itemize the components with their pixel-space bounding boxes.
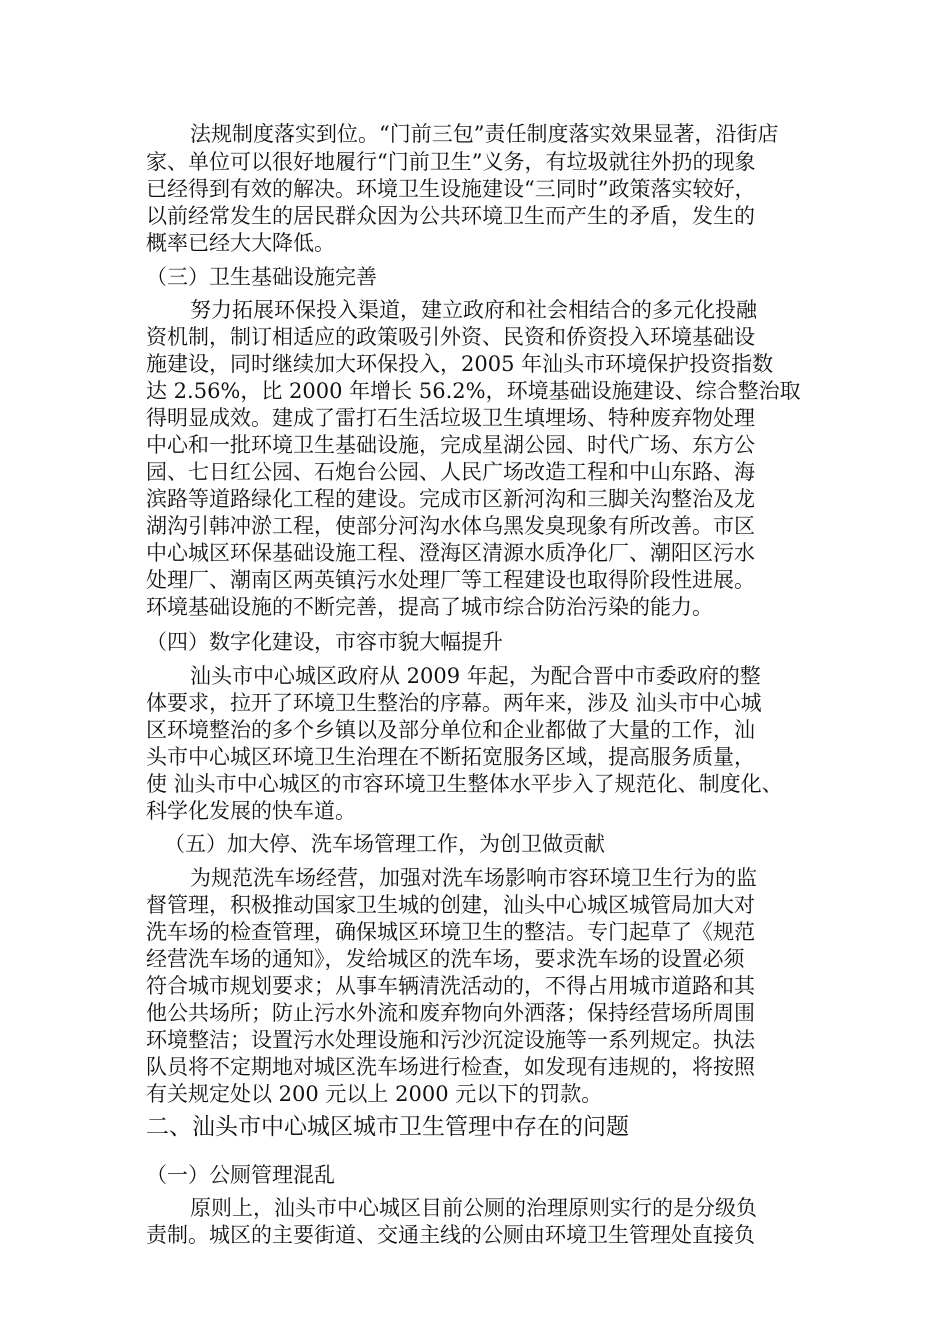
text-line: 区环境整治的多个乡镇以及部分单位和企业都做了大量的工作，汕 bbox=[146, 718, 755, 742]
text-line: 经营洗车场的通知》，发给城区的洗车场，要求洗车场的设置必须 bbox=[146, 947, 745, 971]
text-line: 督管理，积极推动国家卫生城的创建，汕头中心城区城管局加大对 bbox=[146, 893, 755, 917]
text-line: 责制。城区的主要街道、交通主线的公厕由环境卫生管理处直接负 bbox=[146, 1223, 755, 1247]
text-line: 为规范洗车场经营，加强对洗车场影响市容环境卫生行为的监 bbox=[190, 866, 757, 890]
text-line: 资机制，制订相适应的政策吸引外资、民资和侨资投入环境基础设 bbox=[146, 325, 755, 349]
text-line: 法规制度落实到位。“门前三包”责任制度落实效果显著，沿街店 bbox=[190, 122, 779, 146]
text-line: 队员将不定期地对城区洗车场进行检查，如发现有违规的，将按照 bbox=[146, 1055, 755, 1079]
text-line: 使 汕头市中心城区的市容环境卫生整体水平步入了规范化、制度化、 bbox=[146, 772, 783, 796]
text-line: 施建设，同时继续加大环保投入，2005 年汕头市环境保护投资指数 bbox=[146, 352, 774, 376]
section-heading: （三）卫生基础设施完善 bbox=[146, 265, 377, 289]
text-line: 体要求，拉开了环境卫生整治的序幕。两年来，涉及 汕头市中心城 bbox=[146, 691, 762, 715]
text-line: 园、七日红公园、石炮台公园、人民广场改造工程和中山东路、海 bbox=[146, 460, 755, 484]
text-line: 已经得到有效的解决。环境卫生设施建设“三同时”政策落实较好， bbox=[146, 177, 756, 201]
text-line: 科学化发展的快车道。 bbox=[146, 799, 356, 823]
text-line: 以前经常发生的居民群众因为公共环境卫生而产生的矛盾，发生的 bbox=[146, 204, 755, 228]
section-heading: （一）公厕管理混乱 bbox=[146, 1163, 335, 1187]
text-line: 中心城区环保基础设施工程、澄海区清源水质净化厂、潮阳区污水 bbox=[146, 541, 755, 565]
text-line: 头市中心城区环境卫生治理在不断拓宽服务区域，提高服务质量， bbox=[146, 745, 755, 769]
text-line: 他公共场所；防止污水外流和废弃物向外洒落；保持经营场所周围 bbox=[146, 1001, 755, 1025]
chapter-title: 二、汕头市中心城区城市卫生管理中存在的问题 bbox=[146, 1114, 629, 1140]
text-line: 概率已经大大降低。 bbox=[146, 231, 335, 255]
text-line: 家、单位可以很好地履行“门前卫生”义务，有垃圾就往外扔的现象 bbox=[146, 150, 756, 174]
text-line: 洗车场的检查管理，确保城区环境卫生的整洁。专门起草了《规范 bbox=[146, 920, 755, 944]
text-line: 努力拓展环保投入渠道，建立政府和社会相结合的多元化投融 bbox=[190, 298, 757, 322]
text-line: 湖沟引韩冲淤工程，使部分河沟水体乌黑发臭现象有所改善。市区 bbox=[146, 514, 755, 538]
text-line: 得明显成效。建成了雷打石生活垃圾卫生填埋场、特种废弃物处理 bbox=[146, 406, 755, 430]
text-line: 滨路等道路绿化工程的建设。完成市区新河沟和三脚关沟整治及龙 bbox=[146, 487, 755, 511]
text-line: 符合城市规划要求；从事车辆清洗活动的，不得占用城市道路和其 bbox=[146, 974, 755, 998]
section-heading: （五）加大停、洗车场管理工作，为创卫做贡献 bbox=[164, 832, 605, 856]
text-line: 中心和一批环境卫生基础设施，完成星湖公园、时代广场、东方公 bbox=[146, 433, 755, 457]
section-heading: （四）数字化建设，市容市貌大幅提升 bbox=[146, 630, 503, 654]
text-line: 环境基础设施的不断完善，提高了城市综合防治污染的能力。 bbox=[146, 595, 713, 619]
text-line: 原则上，汕头市中心城区目前公厕的治理原则实行的是分级负 bbox=[190, 1196, 757, 1220]
text-line: 有关规定处以 200 元以上 2000 元以下的罚款。 bbox=[146, 1082, 603, 1106]
text-line: 环境整洁；设置污水处理设施和污沙沉淀设施等一系列规定。执法 bbox=[146, 1028, 755, 1052]
text-line: 处理厂、潮南区两英镇污水处理厂等工程建设也取得阶段性进展。 bbox=[146, 568, 755, 592]
text-line: 汕头市中心城区政府从 2009 年起，为配合晋中市委政府的整 bbox=[190, 664, 761, 688]
text-line: 达 2.56%，比 2000 年增长 56.2%，环境基础设施建设、综合整治取 bbox=[146, 379, 801, 403]
